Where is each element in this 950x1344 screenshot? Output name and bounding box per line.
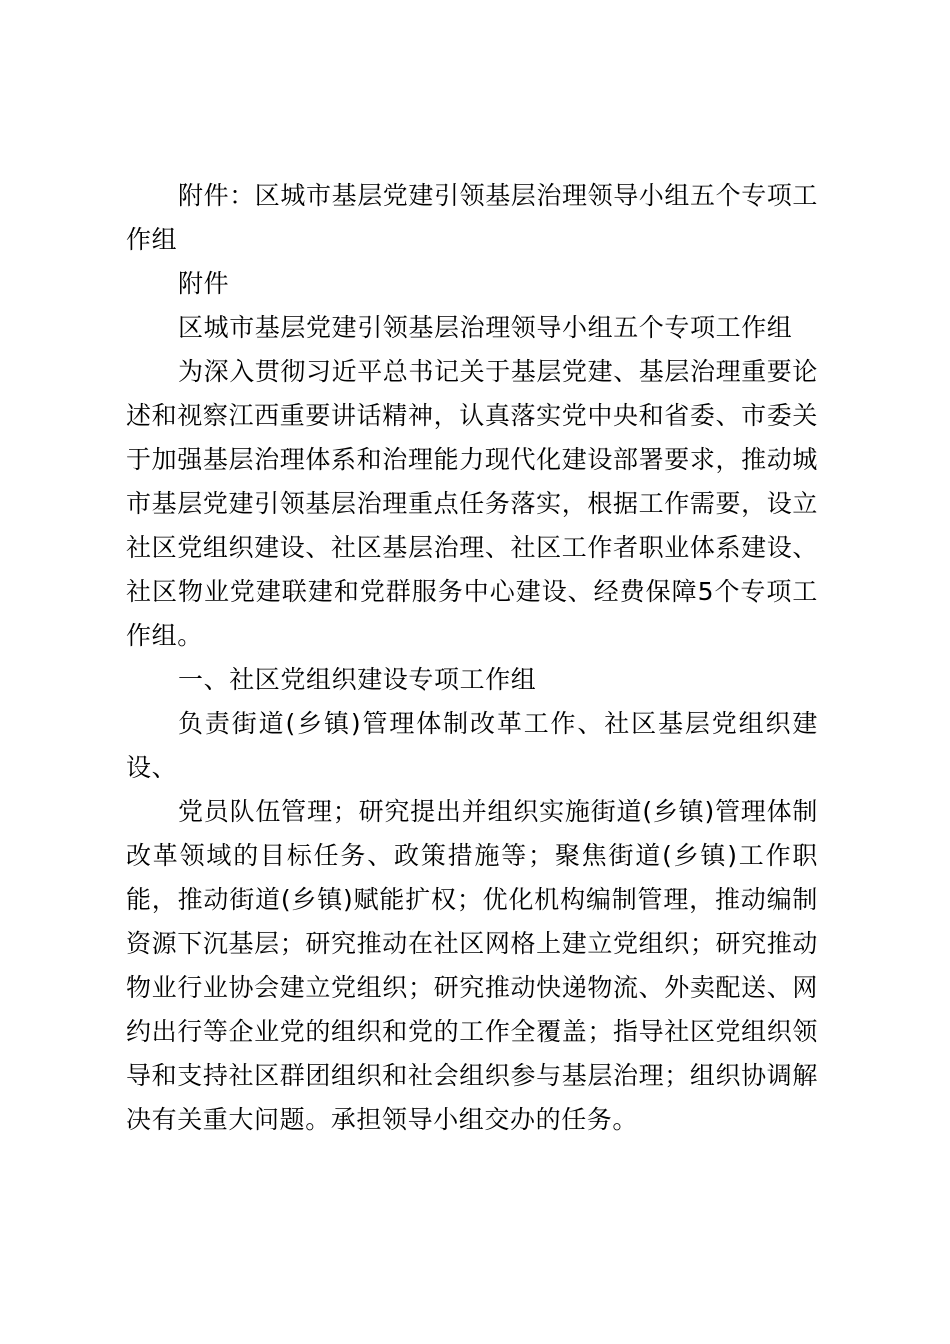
section-1-paragraph-2: 党员队伍管理；研究提出并组织实施街道(乡镇)管理体制改革领域的目标任务、政策措施等；聚焦街道(乡镇)工作职能，推动街道(乡镇)赋能扩权；优化机构编制管理，推动编制资源下沉基层；研究推动在社区网格上建立党组织；研究推动物业行业协会建立党组织；研究推动快递物流、外卖配送、网约出行等企业党的组织和党的工作全覆盖；指导社区党组织领导和支持社区群团组织和社会组织参与基层治理；组织协调解决有关重大问题。承担领导小组交办的任务。 [126, 797, 818, 1134]
section-heading-1: 一、社区党组织建设专项工作组 [178, 665, 537, 694]
document-body [126, 174, 818, 1142]
section-1-paragraph-1: 负责街道(乡镇)管理体制改革工作、社区基层党组织建设、 [126, 709, 818, 782]
document-title: 区城市基层党建引领基层治理领导小组五个专项工作组 [178, 313, 793, 342]
attachment-label: 附件 [178, 269, 230, 298]
attachment-title-line: 附件：区城市基层党建引领基层治理领导小组五个专项工作组 [126, 181, 819, 254]
intro-paragraph: 为深入贯彻习近平总书记关于基层党建、基层治理重要论述和视察江西重要讲话精神，认真落实党中央和省委、市委关于加强基层治理体系和治理能力现代化建设部署要求，推动城市基层党建引领基层治理重点任务落实，根据工作需要，设立社区党组织建设、社区基层治理、社区工作者职业体系建设、社区物业党建联建和党群服务中心建设、经费保障5个专项工作组。 [126, 357, 819, 650]
